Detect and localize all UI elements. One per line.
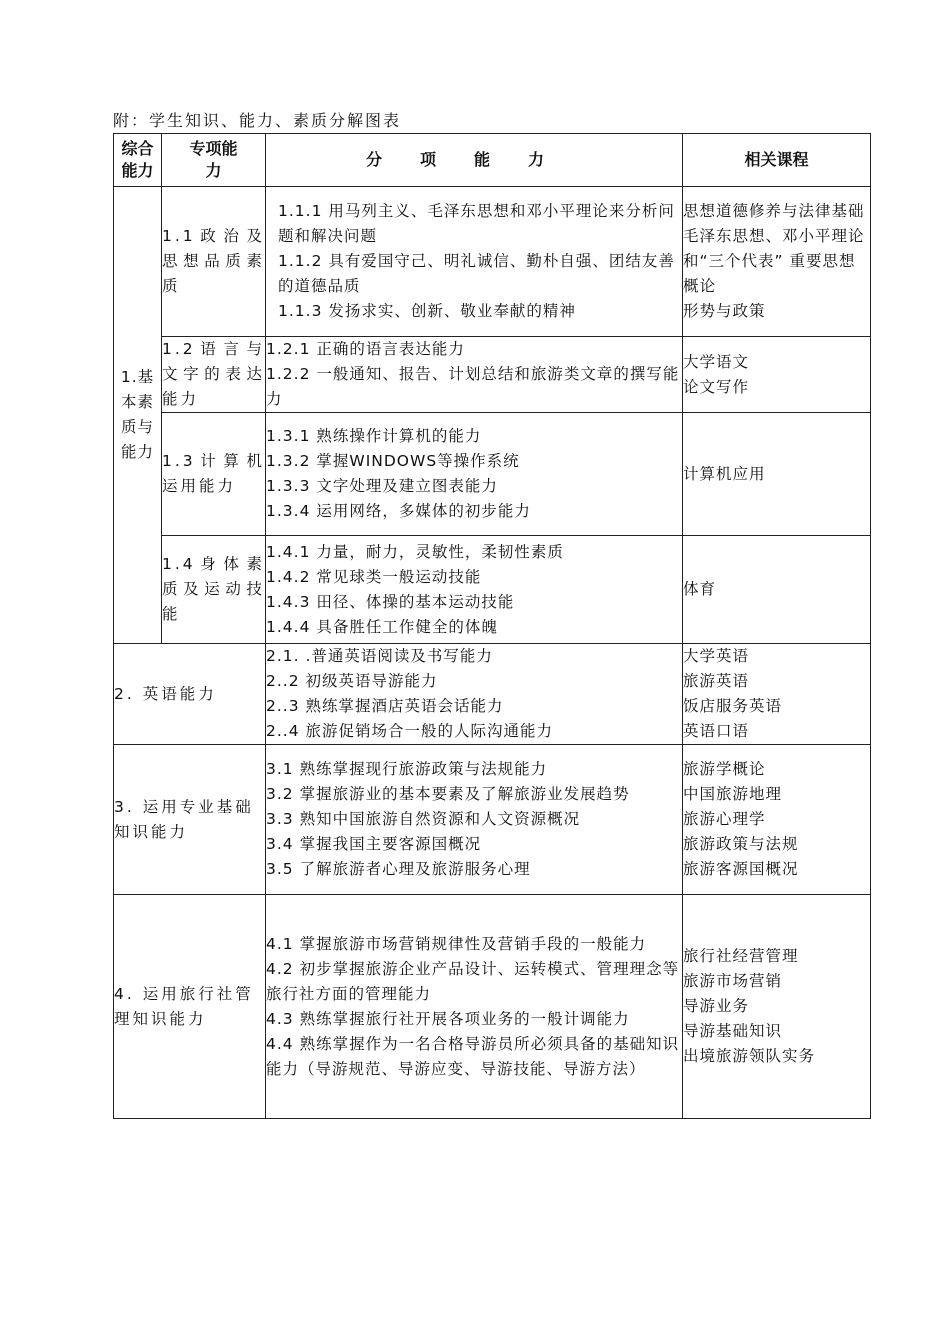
- table-row: [114, 536, 871, 644]
- header-special-ability: 专项能力: [162, 134, 266, 187]
- course-list: 计算机应用: [683, 413, 871, 536]
- header-row: [114, 134, 871, 187]
- course-list: 大学语文 论文写作: [683, 337, 871, 413]
- table-row: [114, 337, 871, 413]
- sub-ability-name: 1.3计算机运用能力: [162, 413, 266, 536]
- course-list: 体育: [683, 536, 871, 644]
- category-name: 2. 英语能力: [114, 644, 266, 745]
- ability-list: 3.1 熟练掌握现行旅游政策与法规能力 3.2 掌握旅游业的基本要素及了解旅游业发展趋势 3.3 熟知中国旅游自然资源和人文资源概况 3.4 掌握我国主要客源国概况 3.5 了解旅游者心理及旅游服务心理: [266, 745, 683, 895]
- sub-ability-name: 1.2语言与文字的表达能力: [162, 337, 266, 413]
- ability-list: 2.1. .普通英语阅读及书写能力 2..2 初级英语导游能力 2..3 熟练掌握酒店英语会话能力 2..4 旅游促销场合一般的人际沟通能力: [266, 644, 683, 745]
- category-name: 1.基本素质与能力: [114, 187, 162, 644]
- document-caption: 附：学生知识、能力、素质分解图表: [113, 111, 402, 130]
- category-name: 4. 运用旅行社管理知识能力: [114, 895, 266, 1119]
- course-list: 旅游学概论 中国旅游地理 旅游心理学 旅游政策与法规 旅游客源国概况: [683, 745, 871, 895]
- category-name: 3. 运用专业基础知识能力: [114, 745, 266, 895]
- ability-list: 4.1 掌握旅游市场营销规律性及营销手段的一般能力 4.2 初步掌握旅游企业产品设计、运转模式、管理理念等旅行社方面的管理能力 4.3 熟练掌握旅行社开展各项业务的一般计调能力 4.4 熟练掌握作为一名合格导游员所必须具备的基础知识能力（导游规范、导游应变、导游技能、导游方法）: [266, 895, 683, 1119]
- header-comprehensive-ability: 综合能力: [114, 134, 162, 187]
- ability-breakdown-table: [113, 133, 871, 1119]
- ability-list: 1.3.1 熟练操作计算机的能力 1.3.2 掌握WINDOWS等操作系统 1.3.3 文字处理及建立图表能力 1.3.4 运用网络，多媒体的初步能力: [266, 413, 683, 536]
- sub-ability-name: 1.4身体素质及运动技能: [162, 536, 266, 644]
- header-related-courses: 相关课程: [683, 134, 871, 187]
- sub-ability-name: 1.1政治及思想品质素质: [162, 187, 266, 337]
- course-list: 旅行社经营管理 旅游市场营销 导游业务 导游基础知识 出境旅游领队实务: [683, 895, 871, 1119]
- table-row: [114, 644, 871, 745]
- ability-list: 1.2.1 正确的语言表达能力 1.2.2 一般通知、报告、计划总结和旅游类文章的撰写能力: [266, 337, 683, 413]
- table-row: [114, 745, 871, 895]
- course-list: 大学英语 旅游英语 饭店服务英语 英语口语: [683, 644, 871, 745]
- ability-list: 1.1.1 用马列主义、毛泽东思想和邓小平理论来分析问题和解决问题 1.1.2 具有爱国守己、明礼诚信、勤朴自强、团结友善的道德品质 1.1.3 发扬求实、创新、敬业奉献的精神: [266, 187, 683, 337]
- course-list: 思想道德修养与法律基础 毛泽东思想、邓小平理论和“三个代表” 重要思想概论 形势与政策: [683, 187, 871, 337]
- table-row: [114, 187, 871, 337]
- ability-list: 1.4.1 力量，耐力，灵敏性，柔韧性素质 1.4.2 常见球类一般运动技能 1.4.3 田径、体操的基本运动技能 1.4.4 具备胜任工作健全的体魄: [266, 536, 683, 644]
- header-sub-ability: 分项能力: [266, 134, 683, 187]
- table-row: [114, 895, 871, 1119]
- table-row: [114, 413, 871, 536]
